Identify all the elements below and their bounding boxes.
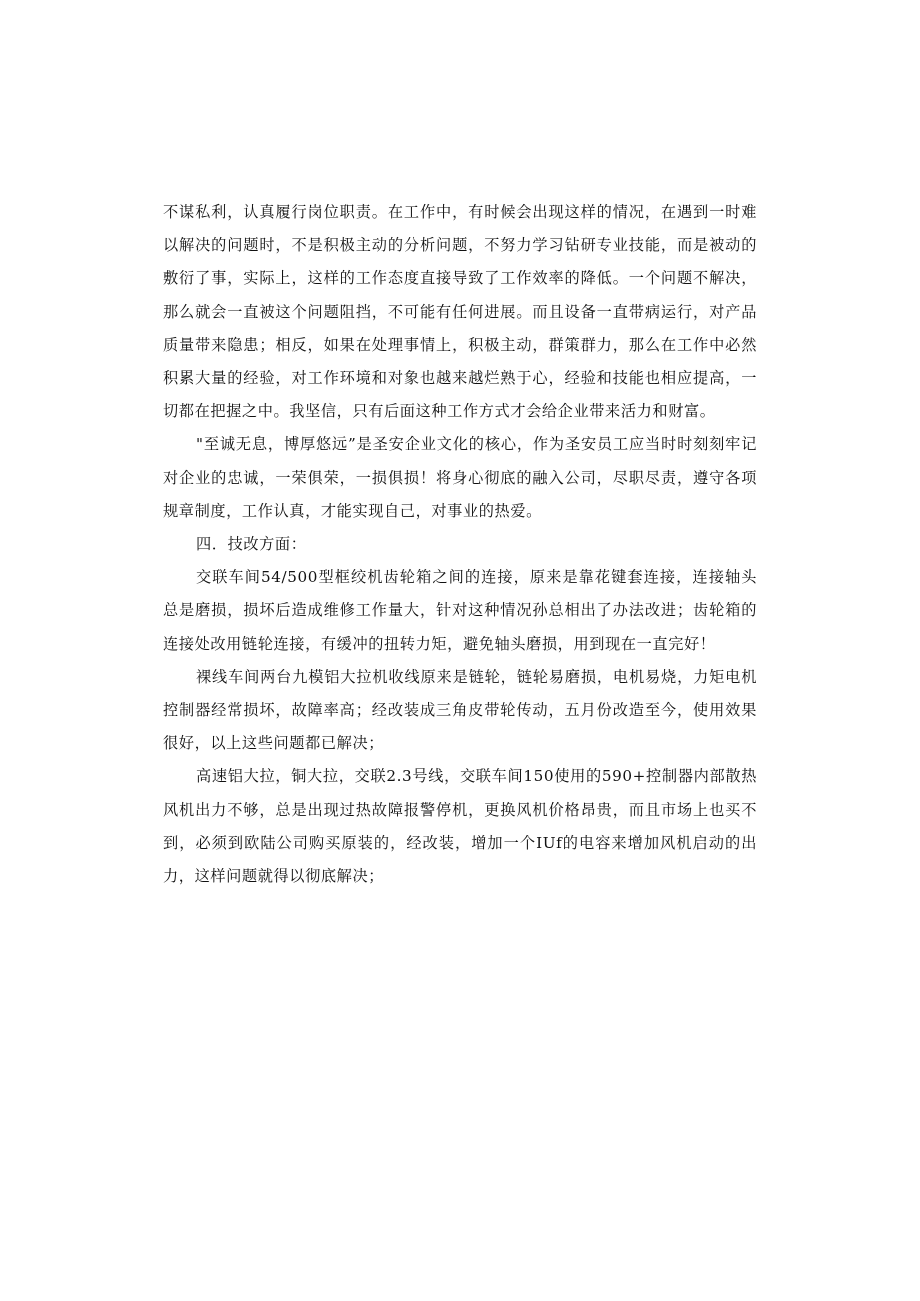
paragraph-work-attitude: 不谋私利，认真履行岗位职责。在工作中，有时候会出现这样的情况，在遇到一时难以解决的问题时，不是积极主动的分析问题，不努力学习钻研专业技能，而是被动的敷衍了事，实际上，这样的工作态度直接导致了工作效率的降低。一个问题不解决，那么就会一直被这个问题阻挡，不可能有任何进展。而且设备一直带病运行，对产品质量带来隐患；相反，如果在处理事情上，积极主动，群策群力，那么在工作中必然积累大量的经验，对工作环境和对象也越来越烂熟于心，经验和技能也相应提高，一切都在把握之中。我坚信，只有后面这种工作方式才会给企业带来活力和财富。: [163, 203, 757, 421]
paragraph-corporate-culture: "至诚无息，博厚悠远”是圣安企业文化的核心，作为圣安员工应当时时刻刻牢记对企业的忠诚，一荣俱荣，一损俱损！将身心彻底的融入公司，尽职尽责，遵守各项规章制度，工作认真，才能实现自己，对事业的热爱。: [163, 435, 757, 520]
section-heading-tech-improvement: 四．技改方面：: [196, 535, 307, 554]
paragraph-gearbox-connection: 交联车间54/500型框绞机齿轮箱之间的连接，原来是靠花键套连接，连接轴头总是磨损，损坏后造成维修工作量大，针对这种情况孙总相出了办法改进；齿轮箱的连接处改用链轮连接，有缓冲的扭转力矩，避免轴头磨损，用到现在一直完好！: [163, 568, 757, 653]
paragraph-aluminum-drawing-machine: 裸线车间两台九模铝大拉机收线原来是链轮，链轮易磨损，电机易烧，力矩电机控制器经常损坏，故障率高；经改装成三角皮带轮传动，五月份改造至今，使用效果很好，以上这些问题都已解决；: [163, 667, 757, 753]
paragraph-controller-fan: 高速铝大拉，铜大拉，交联2.3号线，交联车间150使用的590+控制器内部散热风机出力不够，总是出现过热故障报警停机，更换风机价格昂贵，而且市场上也买不到，必须到欧陆公司购买原装的，经改装，增加一个IUf的电容来增加风机启动的出力，这样问题就得以彻底解决；: [163, 767, 757, 886]
document-body: [163, 196, 757, 893]
